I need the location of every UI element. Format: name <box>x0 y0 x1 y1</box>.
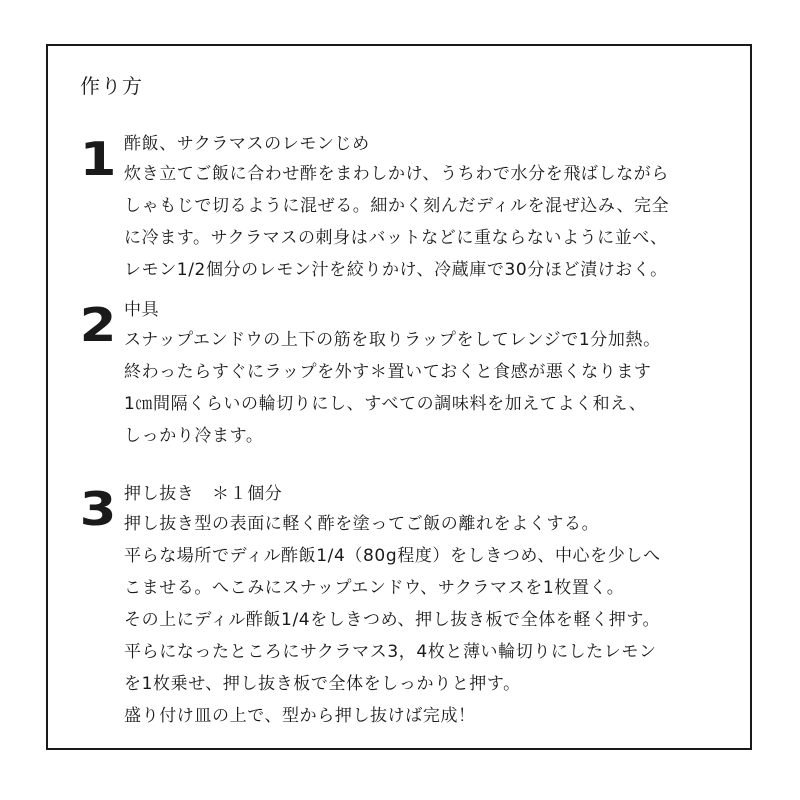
step-line: こませる。へこみにスナップエンドウ、サクラマスを1枚置く。 <box>124 578 625 598</box>
step-line: 盛り付け皿の上で、型から押し抜けば完成！ <box>124 706 476 726</box>
step-heading: 押し抜き ＊１個分 <box>124 484 283 504</box>
step-line: 終わったらすぐにラップを外す＊置いておくと食感が悪くなります <box>124 362 652 382</box>
step-line: を1枚乗せ、押し抜き板で全体をしっかりと押す。 <box>124 674 521 694</box>
step-number: 3 <box>79 482 117 536</box>
step-line: 平らな場所でディル酢飯1/4（80g程度）をしきつめ、中心を少しへ <box>124 546 661 566</box>
page-title: 作り方 <box>80 74 143 98</box>
step-line: その上にディル酢飯1/4をしきつめ、押し抜き板で全体を軽く押す。 <box>124 610 661 630</box>
step-line: に冷ます。サクラマスの刺身はバットなどに重ならないように並べ、 <box>124 228 668 248</box>
step-line: 炊き立てご飯に合わせ酢をまわしかけ、うちわで水分を飛ばしながら <box>124 164 669 184</box>
step-line: しっかり冷ます。 <box>124 426 264 446</box>
step-line: しゃもじで切るように混ぜる。細かく刻んだディルを混ぜ込み、完全 <box>124 196 670 216</box>
step-line: 平らになったところにサクラマス3，4枚と薄い輪切りにしたレモン <box>124 642 657 662</box>
step-line: 1㎝間隔くらいの輪切りにし、すべての調味料を加えてよく和え、 <box>124 394 647 414</box>
step-number: 2 <box>79 298 117 352</box>
step-number: 1 <box>79 132 117 186</box>
step-line: レモン1/2個分のレモン汁を絞りかけ、冷蔵庫で30分ほど漬けおく。 <box>124 260 668 280</box>
step-heading: 中具 <box>124 300 160 320</box>
step-line: 押し抜き型の表面に軽く酢を塗ってご飯の離れをよくする。 <box>124 514 600 534</box>
step-line: スナップエンドウの上下の筋を取りラップをしてレンジで1分加熱。 <box>124 330 661 350</box>
step-heading: 酢飯、サクラマスのレモンじめ <box>124 134 370 154</box>
